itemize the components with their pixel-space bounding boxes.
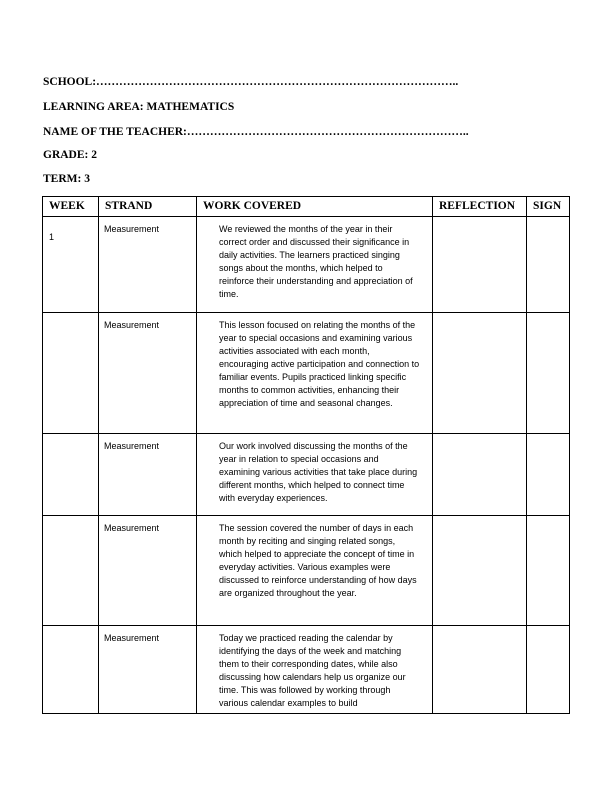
- week-cell: [43, 434, 99, 516]
- column-header-week: WEEK: [43, 197, 99, 217]
- work-covered-cell: This lesson focused on relating the months of the year to special occasions and examining various activities associated with each month, encouraging active participation and connection to familiar events. Pupils practiced linking specific months to common activities, enhancing their appreciation of time and seasonal changes.: [197, 313, 433, 434]
- sign-cell: [527, 217, 570, 313]
- week-cell: [43, 626, 99, 714]
- work-covered-cell: Our work involved discussing the months of the year in relation to special occasions and examining various activities that take place during different months, which helped to connect time with everyday experiences.: [197, 434, 433, 516]
- sign-cell: [527, 313, 570, 434]
- week-cell: [43, 313, 99, 434]
- strand-cell: Measurement: [99, 217, 197, 313]
- school-field: SCHOOL:…………………………………………………………………………………..: [43, 76, 459, 88]
- reflection-cell: [433, 516, 527, 626]
- strand-cell: Measurement: [99, 313, 197, 434]
- work-covered-cell: We reviewed the months of the year in their correct order and discussed their significance in daily activities. The learners practiced singing songs about the months, which helped to reinforce their understanding and appreciation of time.: [197, 217, 433, 313]
- column-header-sign: SIGN: [527, 197, 570, 217]
- sign-cell: [527, 626, 570, 714]
- term: TERM: 3: [43, 173, 90, 185]
- learning-area: LEARNING AREA: MATHEMATICS: [43, 101, 235, 113]
- column-header-strand: STRAND: [99, 197, 197, 217]
- sign-cell: [527, 516, 570, 626]
- table-row: [43, 516, 570, 626]
- reflection-cell: [433, 434, 527, 516]
- week-cell: [43, 516, 99, 626]
- teacher-name-field: NAME OF THE TEACHER:………………………………………………………………..: [43, 126, 469, 138]
- reflection-cell: [433, 217, 527, 313]
- work-record-table: [42, 196, 570, 714]
- column-header-work-covered: WORK COVERED: [197, 197, 433, 217]
- sign-cell: [527, 434, 570, 516]
- table-header-row: [43, 197, 570, 217]
- table-row: [43, 313, 570, 434]
- strand-cell: Measurement: [99, 434, 197, 516]
- strand-cell: Measurement: [99, 626, 197, 714]
- week-cell: 1: [43, 217, 99, 313]
- grade: GRADE: 2: [43, 149, 97, 161]
- table-row: [43, 434, 570, 516]
- column-header-reflection: REFLECTION: [433, 197, 527, 217]
- strand-cell: Measurement: [99, 516, 197, 626]
- work-covered-cell: Today we practiced reading the calendar by identifying the days of the week and matching them to their corresponding dates, while also discussing how calendars help us organize our time. This was followed by working through various calendar examples to build: [197, 626, 433, 714]
- reflection-cell: [433, 313, 527, 434]
- table-row: [43, 626, 570, 714]
- reflection-cell: [433, 626, 527, 714]
- work-covered-cell: The session covered the number of days in each month by reciting and singing related songs, which helped to appreciate the concept of time in everyday activities. Various examples were discussed to reinforce understanding of how days are organized throughout the year.: [197, 516, 433, 626]
- table-row: [43, 217, 570, 313]
